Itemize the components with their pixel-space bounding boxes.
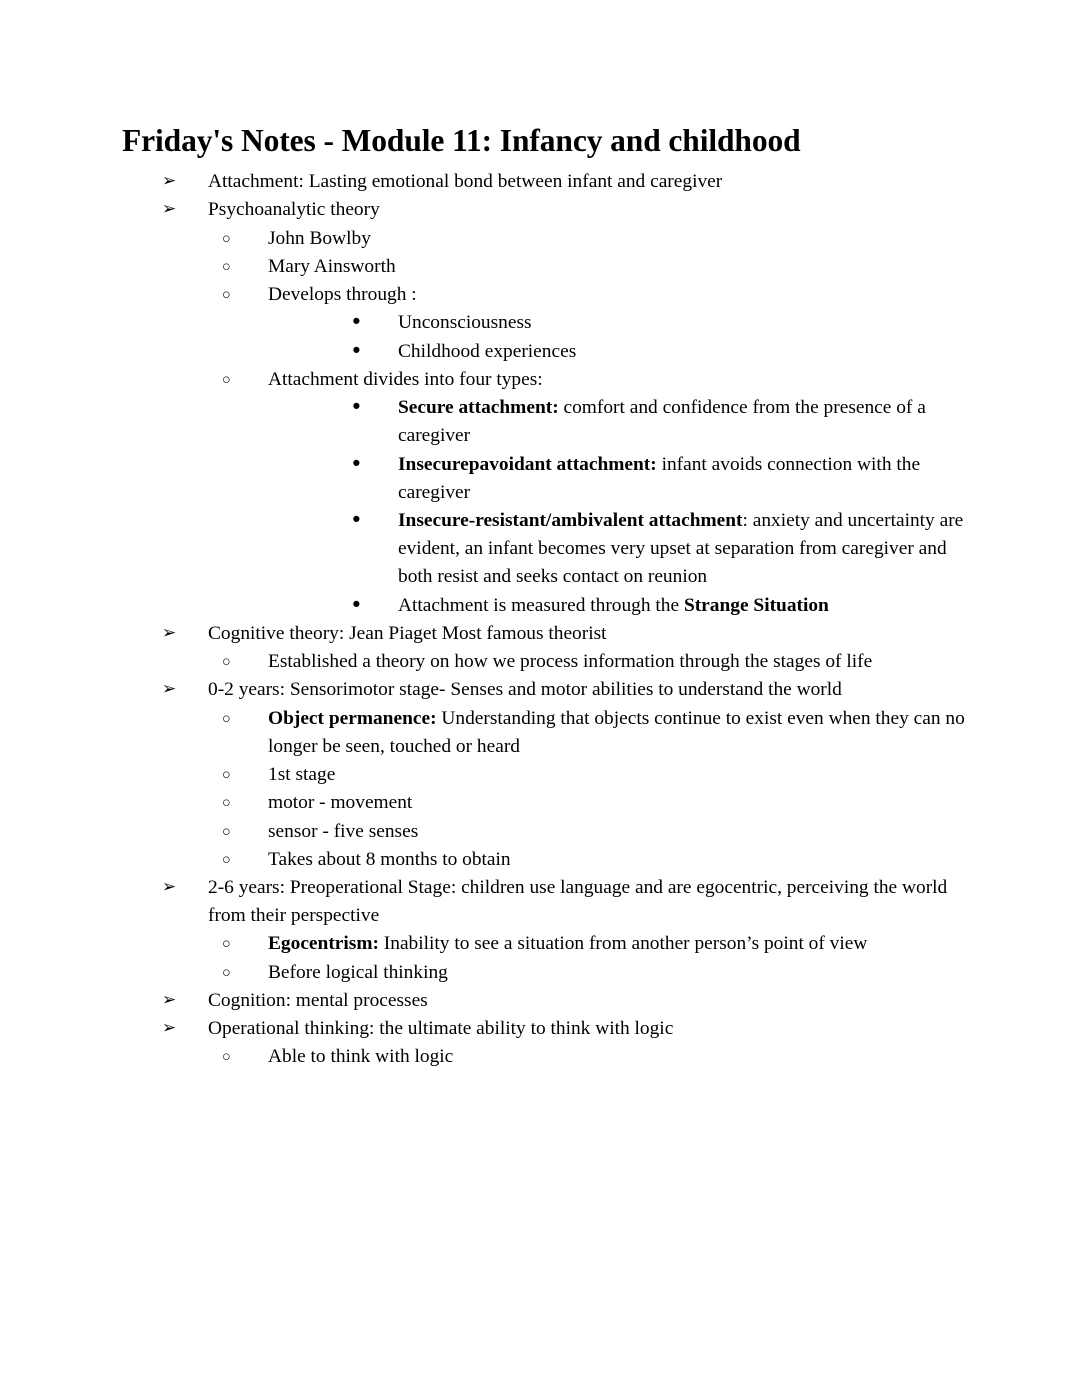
disc-bullet-icon: ● xyxy=(352,595,361,612)
outline-item-text: Childhood experiences xyxy=(398,340,577,362)
circle-bullet-icon: ○ xyxy=(222,230,231,247)
outline-item-operational-thinking xyxy=(162,1015,968,1043)
circle-bullet-icon: ○ xyxy=(222,936,231,953)
outline-item-motor-movement xyxy=(222,789,968,817)
outline-item-text: 2-6 years: Preoperational Stage: children use language and are egocentric, perceiving the world from their perspective xyxy=(208,877,948,927)
outline-item-develops-through xyxy=(222,281,968,309)
outline-item-attachment-four-types xyxy=(222,366,968,394)
outline-item-text: Psychoanalytic theory xyxy=(208,199,380,221)
circle-bullet-icon: ○ xyxy=(222,258,231,275)
outline-item-unconsciousness xyxy=(352,309,968,337)
outline-item-cognition xyxy=(162,987,968,1015)
outline-item-strange-situation xyxy=(352,592,968,620)
arrow-bullet-icon: ➢ xyxy=(162,171,177,191)
outline-item-attachment-definition xyxy=(162,168,968,196)
outline-item-first-stage xyxy=(222,761,968,789)
outline-term: Insecurepavoidant attachment: xyxy=(398,453,657,475)
outline-item-text: Operational thinking: the ultimate ability to think with logic xyxy=(208,1018,674,1040)
outline-item-text: Before logical thinking xyxy=(268,961,448,983)
outline-item-egocentrism xyxy=(222,930,968,958)
arrow-bullet-icon: ➢ xyxy=(162,1018,177,1038)
outline-item-text: 0-2 years: Sensorimotor stage- Senses and motor abilities to understand the world xyxy=(208,679,842,701)
outline-item-mary-ainsworth xyxy=(222,253,968,281)
outline-item-takes-eight-months xyxy=(222,846,968,874)
circle-bullet-icon: ○ xyxy=(222,795,231,812)
outline-item-text: Takes about 8 months to obtain xyxy=(268,848,511,870)
outline-term: Egocentrism: xyxy=(268,933,379,955)
outline-item-insecure-resistant-ambivalent-attachment xyxy=(352,507,968,592)
circle-bullet-icon: ○ xyxy=(222,287,231,304)
outline-item-object-permanence xyxy=(222,705,968,761)
outline-item-able-to-think-with-logic xyxy=(222,1043,968,1071)
disc-bullet-icon: ● xyxy=(352,510,361,527)
disc-bullet-icon: ● xyxy=(352,398,361,415)
circle-bullet-icon: ○ xyxy=(222,851,231,868)
arrow-bullet-icon: ➢ xyxy=(162,989,177,1009)
outline-item-secure-attachment xyxy=(352,394,968,450)
disc-bullet-icon: ● xyxy=(352,341,361,358)
outline-item-sensor-five-senses xyxy=(222,818,968,846)
outline-item-sensorimotor-stage xyxy=(162,676,968,704)
outline-item-text: Mary Ainsworth xyxy=(268,255,396,277)
outline-item-text: Cognition: mental processes xyxy=(208,989,428,1011)
outline-item-preoperational-stage xyxy=(162,874,968,930)
outline-item-text: Attachment is measured through the Strange Situation xyxy=(398,594,829,616)
circle-bullet-icon: ○ xyxy=(222,371,231,388)
outline-term: Secure attachment: xyxy=(398,397,559,419)
circle-bullet-icon: ○ xyxy=(222,767,231,784)
outline-item-text: motor - movement xyxy=(268,792,413,814)
page-title: Friday's Notes - Module 11: Infancy and childhood xyxy=(122,123,801,158)
disc-bullet-icon: ● xyxy=(352,454,361,471)
arrow-bullet-icon: ➢ xyxy=(162,622,177,642)
arrow-bullet-icon: ➢ xyxy=(162,877,177,897)
outline-item-text: Able to think with logic xyxy=(268,1046,454,1068)
outline-item-childhood-experiences xyxy=(352,338,968,366)
outline-item-text: Secure attachment: comfort and confidence from the presence of a caregiver xyxy=(398,397,926,447)
outline-term: Object permanence: xyxy=(268,707,437,729)
outline-item-john-bowlby xyxy=(222,225,968,253)
outline-item-text: John Bowlby xyxy=(268,227,371,249)
outline-item-text: Established a theory on how we process information through the stages of life xyxy=(268,651,873,673)
outline-item-text: Egocentrism: Inability to see a situation from another person’s point of view xyxy=(268,933,868,955)
outline-item-psychoanalytic-theory xyxy=(162,196,968,224)
arrow-bullet-icon: ➢ xyxy=(162,679,177,699)
outline-item-text: sensor - five senses xyxy=(268,820,419,842)
outline-item-piaget-established-theory xyxy=(222,648,968,676)
outline-item-insecure-avoidant-attachment xyxy=(352,451,968,507)
outline-item-text: Develops through : xyxy=(268,284,417,306)
outline-item-text: Attachment divides into four types: xyxy=(268,368,543,390)
outline-term: Insecure-resistant/ambivalent attachment xyxy=(398,509,743,531)
circle-bullet-icon: ○ xyxy=(222,964,231,981)
notes-outline xyxy=(122,168,968,1072)
outline-item-text: Object permanence: Understanding that objects continue to exist even when they can no longer be seen, touched or heard xyxy=(268,707,965,757)
outline-item-cognitive-theory xyxy=(162,620,968,648)
outline-term: Strange Situation xyxy=(683,594,829,616)
outline-item-text: 1st stage xyxy=(268,764,336,786)
outline-item-text: Attachment: Lasting emotional bond between infant and caregiver xyxy=(208,171,723,193)
circle-bullet-icon: ○ xyxy=(222,823,231,840)
circle-bullet-icon: ○ xyxy=(222,710,231,727)
disc-bullet-icon: ● xyxy=(352,313,361,330)
outline-item-text: Insecurepavoidant attachment: infant avoids connection with the caregiver xyxy=(398,453,921,503)
outline-item-text: Unconsciousness xyxy=(398,312,532,334)
outline-item-before-logical-thinking xyxy=(222,959,968,987)
outline-item-text: Insecure-resistant/ambivalent attachment: anxiety and uncertainty are evident, an infant becomes very upset at separation from caregiver and both resist and seeks contact on reunion xyxy=(398,509,964,588)
circle-bullet-icon: ○ xyxy=(222,1049,231,1066)
outline-item-text: Cognitive theory: Jean Piaget Most famous theorist xyxy=(208,622,607,644)
circle-bullet-icon: ○ xyxy=(222,654,231,671)
arrow-bullet-icon: ➢ xyxy=(162,199,177,219)
